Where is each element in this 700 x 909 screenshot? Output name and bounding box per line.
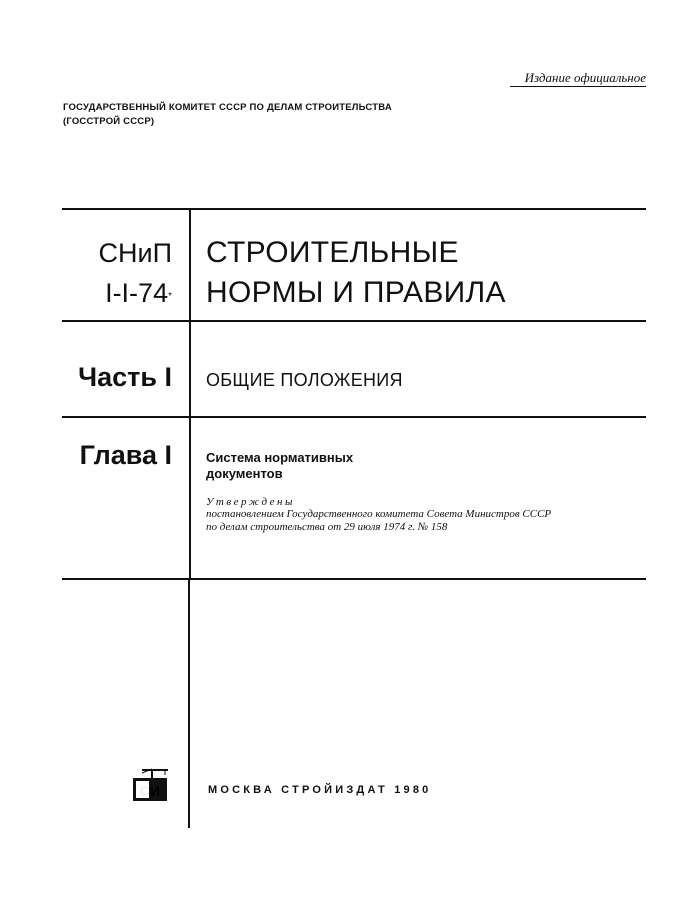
edition-underline — [510, 86, 646, 87]
approval-text — [206, 508, 551, 534]
chapter-rule — [62, 578, 646, 580]
edition-note: Издание официальное — [524, 70, 646, 85]
stroyizdat-logo-icon — [130, 767, 170, 803]
approval-line-2: по делам строительства от 29 июля 1974 г. № 158 — [206, 521, 448, 533]
code-line-2 — [40, 273, 172, 313]
top-rule — [62, 208, 646, 210]
committee-block — [63, 101, 392, 129]
title-rule — [62, 320, 646, 322]
approval-heading: Утверждены — [206, 496, 295, 508]
code-number: I-I-74 — [105, 278, 169, 308]
logo-letters: СИ — [139, 783, 161, 799]
chapter-title — [206, 450, 353, 482]
part-title: ОБЩИЕ ПОЛОЖЕНИЯ — [206, 370, 403, 390]
part-rule — [62, 416, 646, 418]
committee-name: ГОСУДАРСТВЕННЫЙ КОМИТЕТ СССР ПО ДЕЛАМ СТРОИТЕЛЬСТВА — [63, 102, 392, 113]
title-line-2: НОРМЫ И ПРАВИЛА — [206, 276, 506, 309]
code-line-1: СНиП — [98, 238, 172, 268]
committee-abbr: (ГОССТРОЙ СССР) — [63, 116, 155, 127]
title-line-1: СТРОИТЕЛЬНЫЕ — [206, 236, 459, 269]
approval-line-1: постановлением Государственного комитета Совета Министров СССР — [206, 508, 552, 520]
column-divider-lower — [188, 580, 190, 828]
document-title — [206, 233, 506, 313]
chapter-label: Глава I — [79, 440, 172, 470]
chapter-title-line-2: документов — [206, 466, 283, 481]
code-asterisk: * — [168, 291, 172, 302]
publisher-imprint: МОСКВА СТРОЙИЗДАТ 1980 — [208, 784, 432, 796]
part-label: Часть I — [78, 362, 172, 392]
column-divider-upper — [189, 208, 191, 580]
chapter-title-line-1: Система нормативных — [206, 450, 354, 465]
